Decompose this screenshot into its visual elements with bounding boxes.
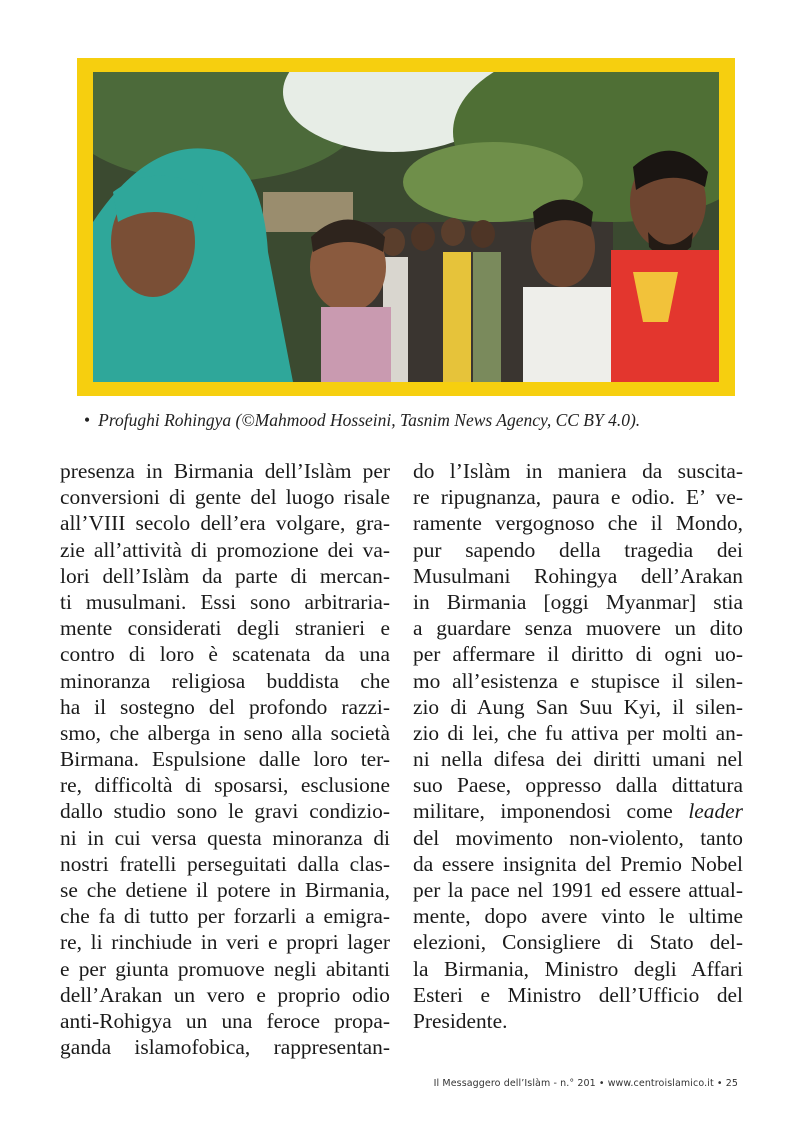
text-line: Presidente. xyxy=(413,1008,508,1033)
text-line: da essere insignita del Premio Nobel xyxy=(413,851,743,876)
text-line: a guardare senza muovere un dito xyxy=(413,616,743,641)
text-line: se che detiene il potere in Birmania, xyxy=(60,878,390,902)
text-line: presenza in Birmania dell’Islàm per xyxy=(60,459,390,483)
italic-word: leader xyxy=(688,799,743,824)
text-line: per affermare il diritto di ogni uo- xyxy=(413,642,743,667)
text-line: conversioni di gente del luogo risale xyxy=(60,485,390,510)
text-line: e per giunta promuove negli abitanti xyxy=(60,956,390,981)
photo-frame xyxy=(77,58,735,396)
text-line: in Birmania [oggi Myanmar] stia xyxy=(413,589,743,614)
text-line: anti-Rohigya un una feroce propa- xyxy=(60,1008,390,1033)
text-line: Birmana. Espulsione dalle loro ter- xyxy=(60,747,390,772)
text-line: che fa di tutto per forzarli a emigra- xyxy=(60,904,390,929)
text-line: ha il sostegno del profondo razzi- xyxy=(60,694,390,719)
text-line: ni nella difesa dei diritti umani nel xyxy=(413,747,743,772)
text-line: la Birmania, Ministro degli Affari xyxy=(413,956,743,981)
text-line: smo, che alberga in seno alla società xyxy=(60,720,390,745)
text-line: re ripugnanza, paura e odio. E’ ve- xyxy=(413,485,743,510)
text-line: mo all’esistenza e stupisce il silen- xyxy=(413,668,743,693)
text-line: do l’Islàm in maniera da suscita- xyxy=(413,459,743,483)
text-line: del movimento non-violento, tanto xyxy=(413,825,743,850)
text-line-with-italic xyxy=(413,798,743,824)
text-line: pur sapendo della tragedia dei xyxy=(413,537,743,562)
rohingya-refugees-photo xyxy=(93,72,719,382)
text-line: per la pace nel 1991 ed essere attual- xyxy=(413,878,743,902)
text-line: suo Paese, oppresso dalla dittatura xyxy=(413,773,743,798)
text-line: re, li rinchiude in veri e propri lager xyxy=(60,930,390,955)
text-line: mente, dopo avere vinto le ultime xyxy=(413,904,743,929)
text-line: all’VIII secolo dell’era volgare, gra- xyxy=(60,511,390,536)
page-footer: Il Messaggero dell’Islàm - n.° 201 • www.centroislamico.it • 25 xyxy=(433,1078,738,1089)
text-line: zio di lei, che fu attiva per molti an- xyxy=(413,720,743,745)
caption-bullet: • xyxy=(84,410,91,430)
text-line: ganda islamofobica, rappresentan- xyxy=(60,1035,390,1060)
text-line: lori dell’Islàm da parte di mercan- xyxy=(60,563,390,588)
photo-illustration xyxy=(93,72,719,382)
text-line: mente considerati degli stranieri e xyxy=(60,616,390,641)
text-line: ramente vergognoso che il Mondo, xyxy=(413,511,743,536)
caption-text: Profughi Rohingya (©Mahmood Hosseini, Tasnim News Agency, CC BY 4.0). xyxy=(98,410,641,430)
text-line: contro di loro è scatenata da una xyxy=(60,642,390,667)
text-line: ni in cui versa questa minoranza di xyxy=(60,825,390,850)
text-line: zie all’attività di promozione dei va- xyxy=(60,537,390,562)
text-segment: militare, imponendosi come xyxy=(413,799,689,824)
article-column-right xyxy=(413,458,743,1034)
text-line: Musulmani Rohingya dell’Arakan xyxy=(413,563,743,588)
text-line: dell’Arakan un vero e proprio odio xyxy=(60,982,390,1007)
text-line: zio di Aung San Suu Kyi, il silen- xyxy=(413,694,743,719)
photo-caption xyxy=(84,410,764,431)
text-line: ti musulmani. Essi sono arbitraria- xyxy=(60,589,390,614)
text-line: Esteri e Ministro dell’Ufficio del xyxy=(413,982,743,1007)
text-line: nostri fratelli perseguitati dalla clas- xyxy=(60,851,390,876)
text-line: re, difficoltà di sposarsi, esclusione xyxy=(60,773,390,798)
article-column-left xyxy=(60,458,390,1060)
text-line: minoranza religiosa buddista che xyxy=(60,668,390,693)
text-line: elezioni, Consigliere di Stato del- xyxy=(413,930,743,955)
text-line: dallo studio sono le gravi condizio- xyxy=(60,799,390,824)
